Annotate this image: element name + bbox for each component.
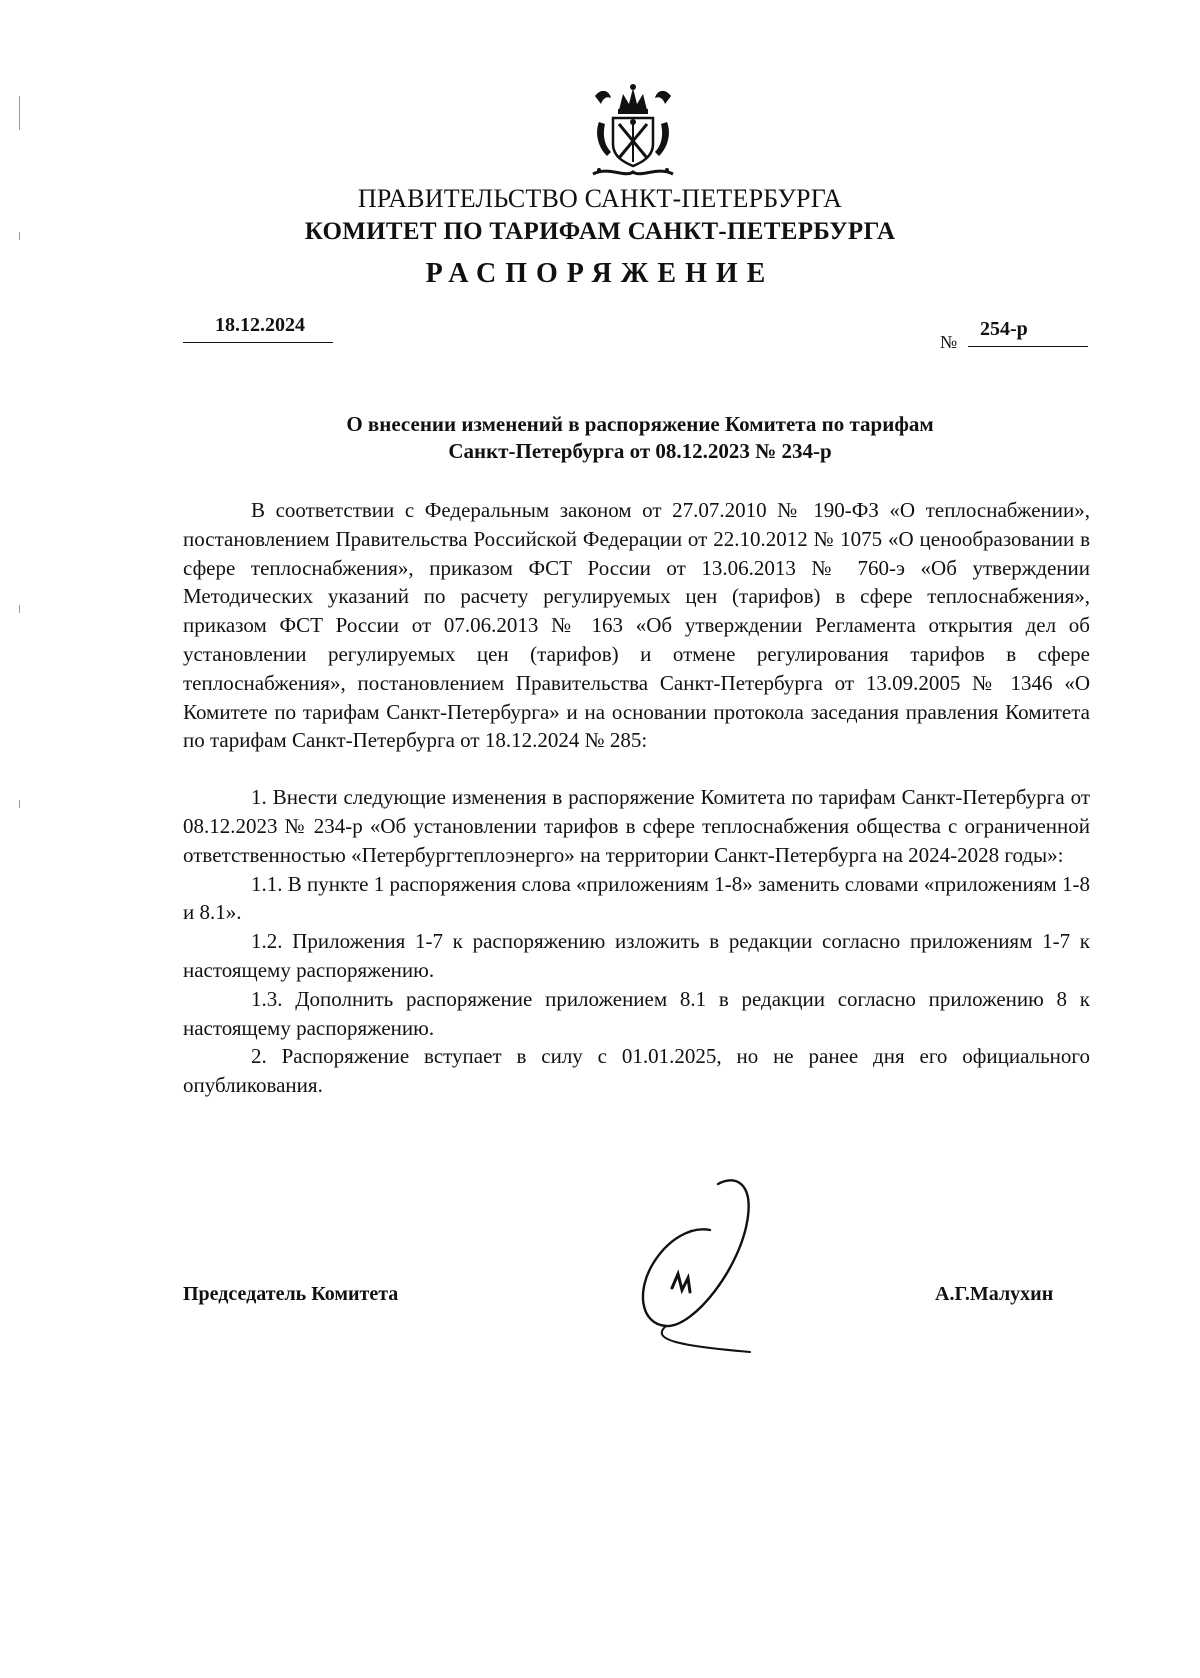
date-underline [183,342,333,343]
clause-1-3: 1.3. Дополнить распоряжение приложением 8.1 в редакции согласно приложению 8 к настоящему распоряжению. [183,986,1090,1040]
document-title-line: О внесении изменений в распоряжение Комитета по тарифам [346,412,934,436]
government-heading: ПРАВИТЕЛЬСТВО САНКТ-ПЕТЕРБУРГА [357,184,843,213]
number-label: № [940,332,958,352]
document-body [183,496,1090,1100]
handwritten-signature [610,1170,770,1360]
document-title-line: Санкт-Петербурга от 08.12.2023 № 234-р [448,439,832,463]
committee-heading: КОМИТЕТ ПО ТАРИФАМ САНКТ-ПЕТЕРБУРГА [304,218,896,245]
number-underline [968,346,1088,347]
document-date: 18.12.2024 [215,314,305,336]
preamble-paragraph: В соответствии с Федеральным законом от 27.07.2010 № 190-ФЗ «О теплоснабжении», постановлением Правительства Российской Федерации от 22.10.2012 № 1075 «О ценообразовании в сфере теплоснабжения», приказом ФСТ России от 13.06.2013 № 760-э «Об утверждении Методических указаний по расчету регулируемых цен (тарифов) в сфере теплоснабжения», приказом ФСТ России от 07.06.2013 № 163 «Об утверждении Регламента открытия дел об установлении регулируемых цен (тарифов) и отмене регулирования тарифов в сфере теплоснабжения», постановлением Правительства Санкт-Петербурга от 13.09.2005 № 1346 «О Комитете по тарифам Санкт-Петербурга» и на основании протокола заседания правления Комитета по тарифам Санкт-Петербурга от 18.12.2024 № 285: [183,498,1090,753]
document-type-heading: РАСПОРЯЖЕНИЕ [425,258,775,289]
clause-1: 1. Внести следующие изменения в распоряжение Комитета по тарифам Санкт-Петербурга от 08.12.2023 № 234-р «Об установлении тарифов в сфере теплоснабжения общества с ограниченной ответственностью «Петербургтеплоэнерго» на территории Санкт-Петербурга на 2024-2028 годы»: [183,785,1090,867]
document-number: 254-р [980,318,1028,340]
document-title [180,411,1100,465]
scan-margin-mark [19,800,20,808]
clause-2: 2. Распоряжение вступает в силу с 01.01.2025, но не ранее дня его официального опубликования. [183,1044,1090,1098]
clause-1-2: 1.2. Приложения 1-7 к распоряжению изложить в редакции согласно приложениям 1-7 к настоящему распоряжению. [183,929,1090,982]
coat-of-arms-icon [585,82,681,182]
signatory-name: А.Г.Малухин [935,1283,1054,1305]
scan-margin-mark [19,96,20,130]
signatory-role: Председатель Комитета [183,1283,399,1305]
scan-margin-mark [19,605,20,613]
clause-1-1: 1.1. В пункте 1 распоряжения слова «приложениям 1-8» заменить словами «приложениям 1-8 и 8.1». [183,871,1090,925]
